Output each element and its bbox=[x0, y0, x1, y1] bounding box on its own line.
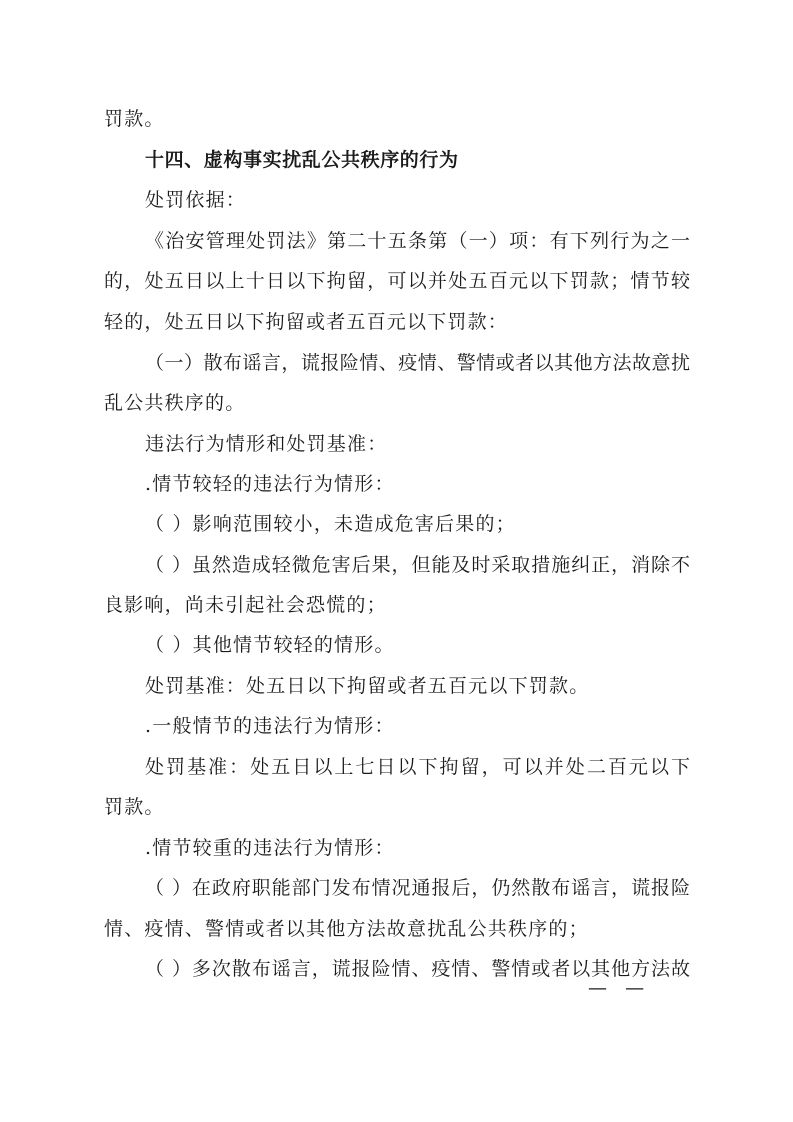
text-line: 轻的，处五日以下拘留或者五百元以下罚款： bbox=[104, 311, 509, 333]
text-line: 违法行为情形和处罚基准： bbox=[145, 433, 388, 455]
text-line: 处罚基准：处五日以上七日以下拘留，可以并处二百元以下 bbox=[145, 756, 690, 778]
text-line: .一般情节的违法行为情形： bbox=[145, 715, 395, 737]
text-line: 处罚基准：处五日以下拘留或者五百元以下罚款。 bbox=[145, 675, 590, 697]
text-line: （ ）影响范围较小，未造成危害后果的； bbox=[145, 513, 516, 535]
text-line: 罚款。 bbox=[104, 796, 165, 818]
text-line: （一）散布谣言，谎报险情、疫情、警情或者以其他方法故意扰 bbox=[145, 352, 690, 374]
text-line: .情节较重的违法行为情形： bbox=[145, 837, 395, 859]
text-line: 的，处五日以上十日以下拘留，可以并处五百元以下罚款；情节较 bbox=[104, 270, 690, 292]
text-line: 处罚依据： bbox=[145, 189, 247, 211]
text-line: （ ）多次散布谣言，谎报险情、疫情、警情或者以其他方法故 bbox=[145, 958, 690, 980]
text-line: （ ）在政府职能部门发布情况通报后，仍然散布谣言，谎报险 bbox=[145, 877, 690, 899]
text-line: 良影响，尚未引起社会恐慌的； bbox=[104, 594, 387, 616]
text-line: 情、疫情、警情或者以其他方法故意扰乱公共秩序的； bbox=[104, 918, 589, 940]
text-line: （ ）其他情节较轻的情形。 bbox=[145, 634, 395, 656]
text-line: 《治安管理处罚法》第二十五条第（一）项：有下列行为之一 bbox=[145, 230, 690, 252]
page-number-footer: — — bbox=[588, 977, 645, 999]
text-line: 乱公共秩序的。 bbox=[104, 392, 246, 414]
text-line: .情节较轻的违法行为情形： bbox=[145, 473, 395, 495]
text-line: 罚款。 bbox=[104, 108, 165, 130]
text-line: （ ）虽然造成轻微危害后果，但能及时采取措施纠正，消除不 bbox=[145, 554, 690, 576]
section-heading: 十四、虚构事实扰乱公共秩序的行为 bbox=[145, 149, 459, 171]
